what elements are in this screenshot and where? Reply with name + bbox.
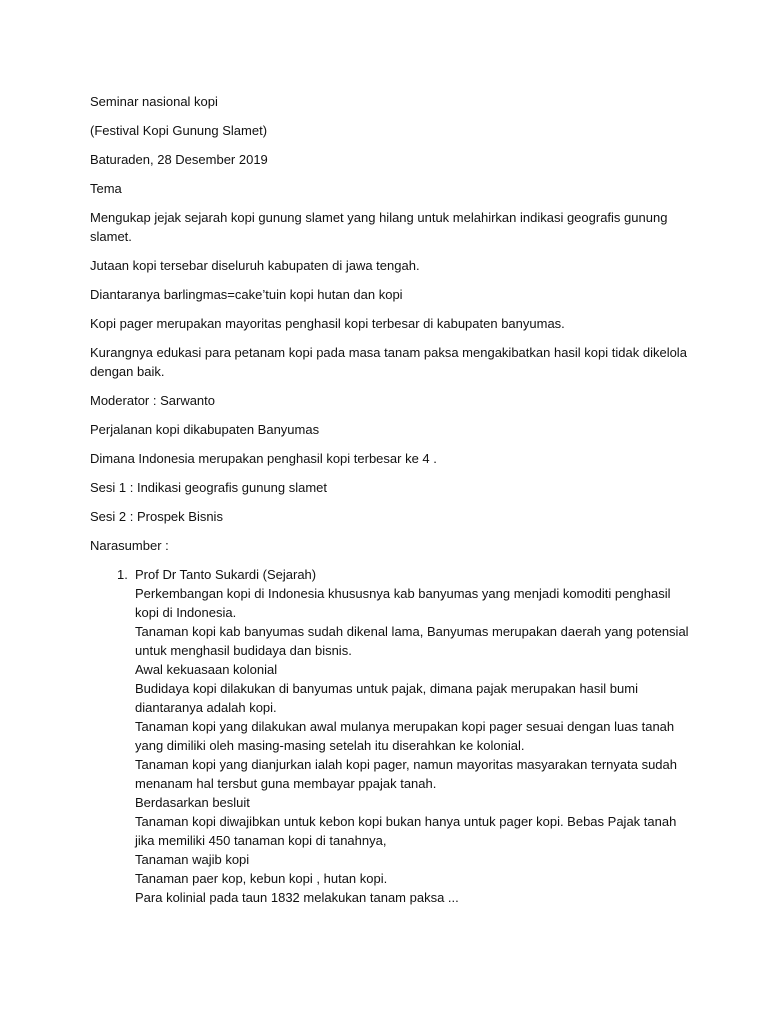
session-1-line: Sesi 1 : Indikasi geografis gunung slamet [90,480,328,495]
list-line: Tanaman kopi diwajibkan untuk kebon kopi bukan hanya untuk pager kopi. Bebas Pajak tanah jika memiliki 450 tanaman kopi di tanahnya, [135,814,677,848]
list-line: Tanaman paer kop, kebun kopi , hutan kopi. [135,871,388,886]
speakers-heading: Narasumber : [90,538,169,553]
list-line: Tanaman kopi yang dilakukan awal mulanya merupakan kopi pager sesuai dengan luas tanah yang dimiliki oleh masing-masing setelah itu diserahkan ke kolonial. [135,719,675,753]
list-item [90,565,690,907]
speaker-name: Prof Dr Tanto Sukardi (Sejarah) [135,567,317,582]
paragraph: Diantaranya barlingmas=cake’tuin kopi hutan dan kopi [90,287,403,302]
list-line: Tanaman wajib kopi [135,852,250,867]
list-line: Awal kekuasaan kolonial [135,662,278,677]
list-line: Tanaman kopi yang dianjurkan ialah kopi pager, namun mayoritas masyarakan ternyata sudah menanam hal tersbut guna membayar ppajak tanah. [135,757,677,791]
list-line: Budidaya kopi dilakukan di banyumas untuk pajak, dimana pajak merupakan hasil bumi diantaranya adalah kopi. [135,681,638,715]
moderator-line: Moderator : Sarwanto [90,393,216,408]
list-line: Tanaman kopi kab banyumas sudah dikenal lama, Banyumas merupakan daerah yang potensial untuk menghasil budidaya dan bisnis. [135,624,689,658]
paragraph: Perjalanan kopi dikabupaten Banyumas [90,422,320,437]
paragraph: Jutaan kopi tersebar diseluruh kabupaten di jawa tengah. [90,258,420,273]
event-subtitle: (Festival Kopi Gunung Slamet) [90,123,268,138]
session-2-line: Sesi 2 : Prospek Bisnis [90,509,223,524]
theme-text: Mengukap jejak sejarah kopi gunung slamet yang hilang untuk melahirkan indikasi geografis gunung slamet. [90,210,672,244]
list-line: Berdasarkan besluit [135,795,250,810]
document-title: Seminar nasional kopi [90,94,218,109]
theme-heading: Tema [90,181,122,196]
list-number: 1. [117,567,128,582]
paragraph: Kopi pager merupakan mayoritas penghasil kopi terbesar di kabupaten banyumas. [90,316,565,331]
list-line: Para kolinial pada taun 1832 melakukan tanam paksa ... [135,890,459,905]
event-place-date: Baturaden, 28 Desember 2019 [90,152,268,167]
document-body [90,92,690,907]
paragraph: Dimana Indonesia merupakan penghasil kopi terbesar ke 4 . [90,451,437,466]
speakers-list [90,565,690,907]
paragraph: Kurangnya edukasi para petanam kopi pada masa tanam paksa mengakibatkan hasil kopi tidak dikelola dengan baik. [90,345,691,379]
list-line: Perkembangan kopi di Indonesia khususnya kab banyumas yang menjadi komoditi penghasil kopi di Indonesia. [135,586,671,620]
